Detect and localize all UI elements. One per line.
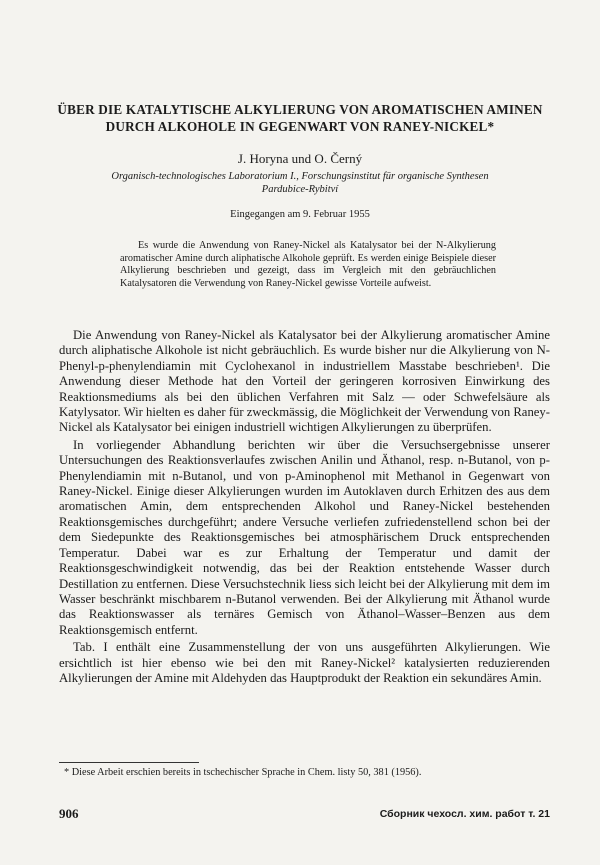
body-paragraph-1: Die Anwendung von Raney-Nickel als Katalysator bei der Alkylierung aromatischer Amine durch aliphatische Alkohole ist nicht gebräuchlich. Es wurde bisher nur die Alkylierung von N-Phenyl-p-phenylendiamin mit Cyclohexanol in industriellem Masstabe beschrieben¹. Die Anwendung dieser Methode hat den Vorteil der geringeren korrosiven Einwirkung des Reaktionsmediums als bei den üblichen Verfahren mit Salz — oder Schwefelsäure als Katylysator. Wir hielten es daher für zweckmässig, die Möglichkeit der Verwendung von Raney-Nickel als Katalysator bei einigen industriell wichtigen Alkylierungen zu überprüfen. [59,328,550,435]
footnote: * Diese Arbeit erschien bereits in tschechischer Sprache in Chem. listy 50, 381 (1956). [64,767,422,778]
body-paragraph-2: In vorliegender Abhandlung berichten wir über die Versuchsergebnisse unserer Untersuchungen des Reaktionsverlaufes zwischen Anilin und Äthanol, resp. n-Butanol, von p-Phenylendiamin mit n-Butanol, und von p-Aminophenol mit Methanol in Gegenwart von Raney-Nickel. Einige dieser Alkylierungen wurden im Autoklaven durch Erhitzen des aus dem aromatischen Amin, dem entsprechenden Alkohol und Raney-Nickel bestehenden Reaktionsgemisches durchgeführt; andere Versuche verliefen zufriedenstellend schon bei der dem Siedepunkte des Reaktionsgemisches bei atmosphärischem Druck entsprechenden Temperatur. Dabei war es zur Erhaltung der Temperatur und damit der Reaktionsgeschwindigkeit notwendig, das bei der Reaktion entstehende Wasser durch Destillation zu entfernen. Diese Versuchstechnik liess sich leicht bei der Alkylierung mit dem im Wasser beschränkt mischbarem n-Butanol verwenden. Bei der Alkylierung mit Äthanol wurde das Reaktionswasser als ternäres Gemisch von Äthanol–Wasser–Benzen aus dem Reaktionsgemisch entfernt. [59,437,550,637]
affiliation: Organisch-technologisches Laboratorium I., Forschungsinstitut für organische Synthesen Pardubice-Rybitví [111,171,489,195]
page-number: 906 [59,806,79,821]
footnote-divider [59,762,199,763]
journal-name: Сборник чехосл. хим. работ т. 21 [379,808,550,820]
article-body [59,328,550,688]
article-authors: J. Horyna und O. Černý [237,151,363,166]
received-date: Eingegangen am 9. Februar 1955 [230,209,370,220]
abstract: Es wurde die Anwendung von Raney-Nickel als Katalysator bei der N-Alkylierung aromatischer Amine durch aliphatische Alkohole geprüft. Es werden einige Beispiele dieser Alkylierung beschrieben und gezeigt, dass im Vergleich mit den gebräuchlichen Katalysatoren die Verwendung von Raney-Nickel gewisse Vorteile aufweist. [120,240,496,289]
article-title: ÜBER DIE KATALYTISCHE ALKYLIERUNG VON AROMATISCHEN AMINEN DURCH ALKOHOLE IN GEGENWART VON RANEY-NICKEL* [57,102,543,134]
body-paragraph-3: Tab. I enthält eine Zusammenstellung der von uns ausgeführten Alkylierungen. Wie ersichtlich ist hier ebenso wie bei den mit Raney-Nickel² katalysierten reduzierenden Alkylierungen der Amine mit Aldehyden das Hauptprodukt der Reaktion ein sekundäres Amin. [59,640,550,685]
